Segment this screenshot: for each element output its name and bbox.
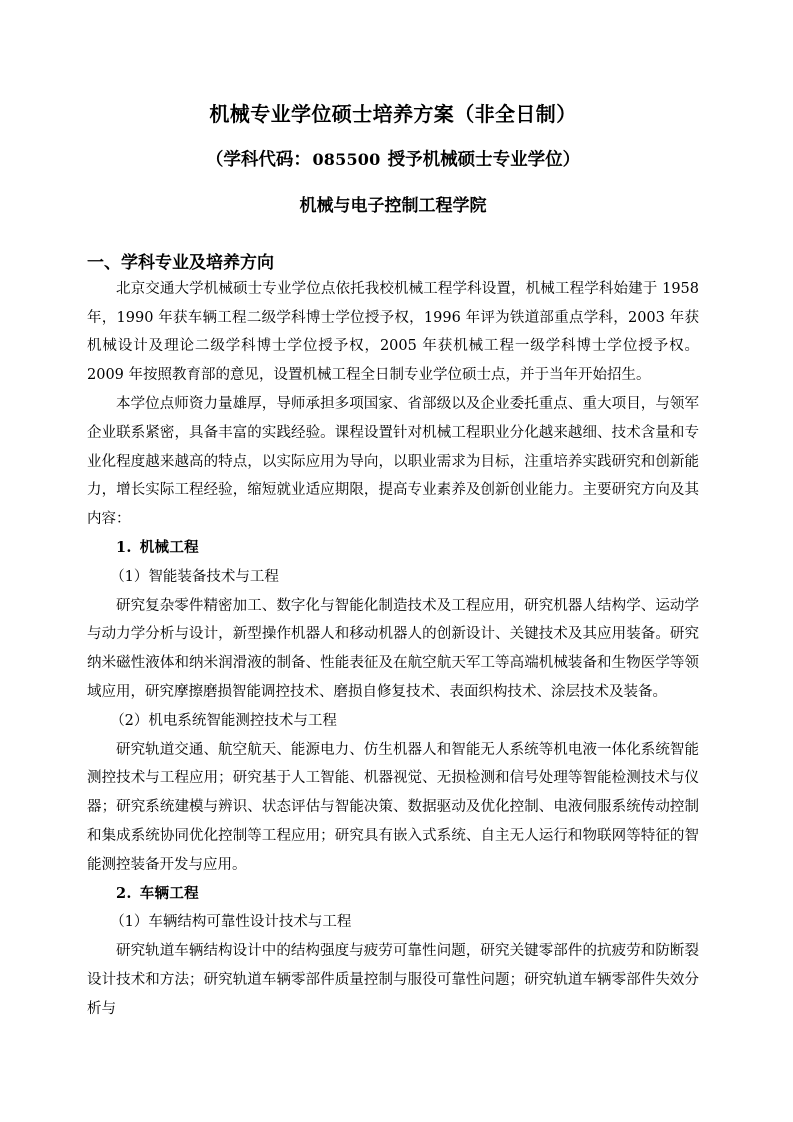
direction-name-2: 车辆工程	[139, 885, 199, 902]
page-title: 机械专业学位硕士培养方案（非全日制）	[209, 102, 577, 126]
direction-2-item-1-label: （1）车辆结构可靠性设计技术与工程	[110, 914, 352, 931]
direction-number-2: 2.	[116, 884, 132, 902]
direction-1-item-2-text: 研究轨道交通、航空航天、能源电力、仿生机器人和智能无人系统等机电液一体化系统智能测控技术与工程应用；研究基于人工智能、机器视觉、无损检测和信号处理等智能检测技术与仪器；研究系统建模与辨识、状态评估与智能决策、数据驱动及优化控制、电液伺服系统传动控制和集成系统协同优化控制等工程应用；研究具有嵌入式系统、自主无人运行和物联网等特征的智能测控装备开发与应用。	[87, 741, 699, 873]
direction-1-item-2-label: （2）机电系统智能测控技术与工程	[110, 712, 337, 729]
subject-code: 085500	[312, 150, 381, 169]
document-subtitle	[87, 124, 699, 170]
direction-heading-2	[87, 880, 699, 909]
direction-1-item-1-label: （1）智能装备技术与工程	[110, 568, 279, 585]
intro-paragraph-1: 北京交通大学机械硕士专业学位点依托我校机械工程学科设置，机械工程学科始建于 1958 年，1990 年获车辆工程二级学科博士学位授予权，1996 年评为铁道部重点学科，2003 年获机械设计及理论二级学科博士学位授予权，2005 年获机械工程一级学科博士学位授予权。2009 年按照教育部的意见，设置机械工程全日制专业学位硕士点，并于当年开始招生。	[87, 280, 699, 384]
direction-number-1: 1.	[116, 539, 132, 557]
section-heading-1: 一、学科专业及培养方向	[87, 252, 274, 273]
direction-heading-1	[87, 534, 699, 563]
direction-2-item-1-text: 研究轨道车辆结构设计中的结构强度与疲劳可靠性问题，研究关键零部件的抗疲劳和防断裂设计技术和方法；研究轨道车辆零部件质量控制与服役可靠性问题；研究轨道车辆零部件失效分析与	[87, 943, 699, 1017]
subtitle-prefix: （学科代码：	[205, 150, 311, 170]
direction-1-item-1-text: 研究复杂零件精密加工、数字化与智能化制造技术及工程应用，研究机器人结构学、运动学与动力学分析与设计，新型操作机器人和移动机器人的创新设计、关键技术及其应用装备。研究纳米磁性液体和纳米润滑液的制备、性能表征及在航空航天军工等高端机械装备和生物医学等领域应用，研究摩擦磨损智能调控技术、磨损自修复技术、表面织构技术、涂层技术及装备。	[87, 597, 699, 701]
school-name: 机械与电子控制工程学院	[299, 195, 487, 216]
document-content	[87, 0, 699, 1024]
subtitle-suffix: 授予机械硕士专业学位）	[387, 150, 581, 170]
intro-paragraph-2: 本学位点师资力量雄厚，导师承担多项国家、省部级以及企业委托重点、重大项目，与领军企业联系紧密，具备丰富的实践经验。课程设置针对机械工程职业分化越来越细、技术含量和专业化程度越来越高的特点，以实际应用为导向，以职业需求为目标，注重培养实践研究和创新能力，增长实际工程经验，缩短就业适应期限，提高专业素养及创新创业能力。主要研究方向及其内容：	[87, 396, 699, 528]
direction-name-1: 机械工程	[139, 540, 199, 557]
